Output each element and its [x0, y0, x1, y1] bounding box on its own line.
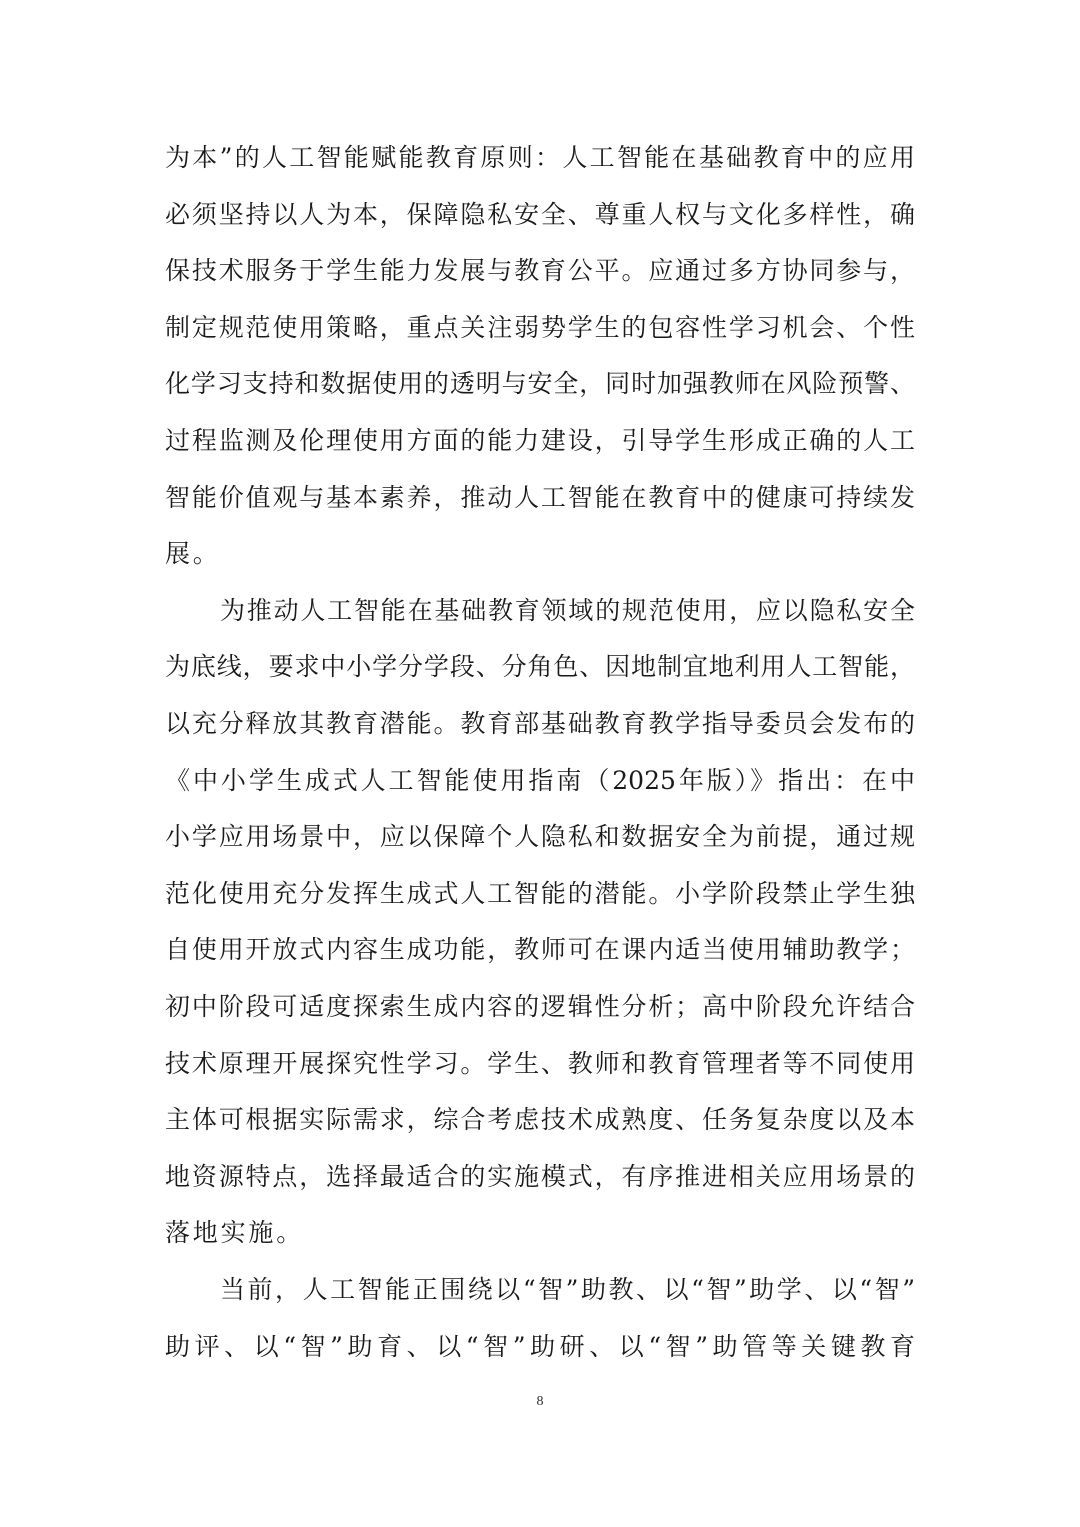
- text-line: 为底线，要求中小学分学段、分角色、因地制宜地利用人工智能，: [165, 652, 915, 682]
- text-line: 主体可根据实际需求，综合考虑技术成熟度、任务复杂度以及本: [165, 1105, 915, 1135]
- text-line: 以充分释放其教育潜能。教育部基础教育教学指导委员会发布的: [165, 709, 915, 738]
- text-line: 保技术服务于学生能力发展与教育公平。应通过多方协同参与，: [165, 256, 915, 286]
- text-line: 化学习支持和数据使用的透明与安全，同时加强教师在风险预警、: [165, 369, 915, 399]
- text-line: 小学应用场景中，应以保障个人隐私和数据安全为前提，通过规: [165, 822, 915, 852]
- text-line: 落地实施。: [165, 1218, 305, 1248]
- text-line: 技术原理开展探究性学习。学生、教师和教育管理者等不同使用: [165, 1048, 915, 1078]
- text-line: 展。: [165, 539, 221, 569]
- text-line: 过程监测及伦理使用方面的能力建设，引导学生形成正确的人工: [165, 426, 915, 455]
- text-line: 《中小学生成式人工智能使用指南（2025年版）》指出：在中: [165, 765, 915, 795]
- text-line: 自使用开放式内容生成功能，教师可在课内适当使用辅助教学；: [165, 935, 915, 965]
- text-line: 为推动人工智能在基础教育领域的规范使用，应以隐私安全: [220, 595, 915, 625]
- text-line: 必须坚持以人为本，保障隐私安全、尊重人权与文化多样性，确: [165, 199, 915, 229]
- text-line: 智能价值观与基本素养，推动人工智能在教育中的健康可持续发: [165, 482, 915, 512]
- text-line: 初中阶段可适度探索生成内容的逻辑性分析；高中阶段允许结合: [165, 992, 915, 1021]
- page-number: 8: [536, 1394, 544, 1409]
- text-line: 范化使用充分发挥生成式人工智能的潜能。小学阶段禁止学生独: [165, 878, 915, 908]
- text-line: 助评、以“智”助育、以“智”助研、以“智”助管等关键教育: [165, 1331, 915, 1361]
- text-line: 制定规范使用策略，重点关注弱势学生的包容性学习机会、个性: [165, 312, 915, 342]
- text-line: 地资源特点，选择最适合的实施模式，有序推进相关应用场景的: [165, 1161, 915, 1191]
- text-line: 为本”的人工智能赋能教育原则：人工智能在基础教育中的应用: [165, 143, 915, 172]
- text-line: 当前，人工智能正围绕以“智”助教、以“智”助学、以“智”: [220, 1275, 915, 1304]
